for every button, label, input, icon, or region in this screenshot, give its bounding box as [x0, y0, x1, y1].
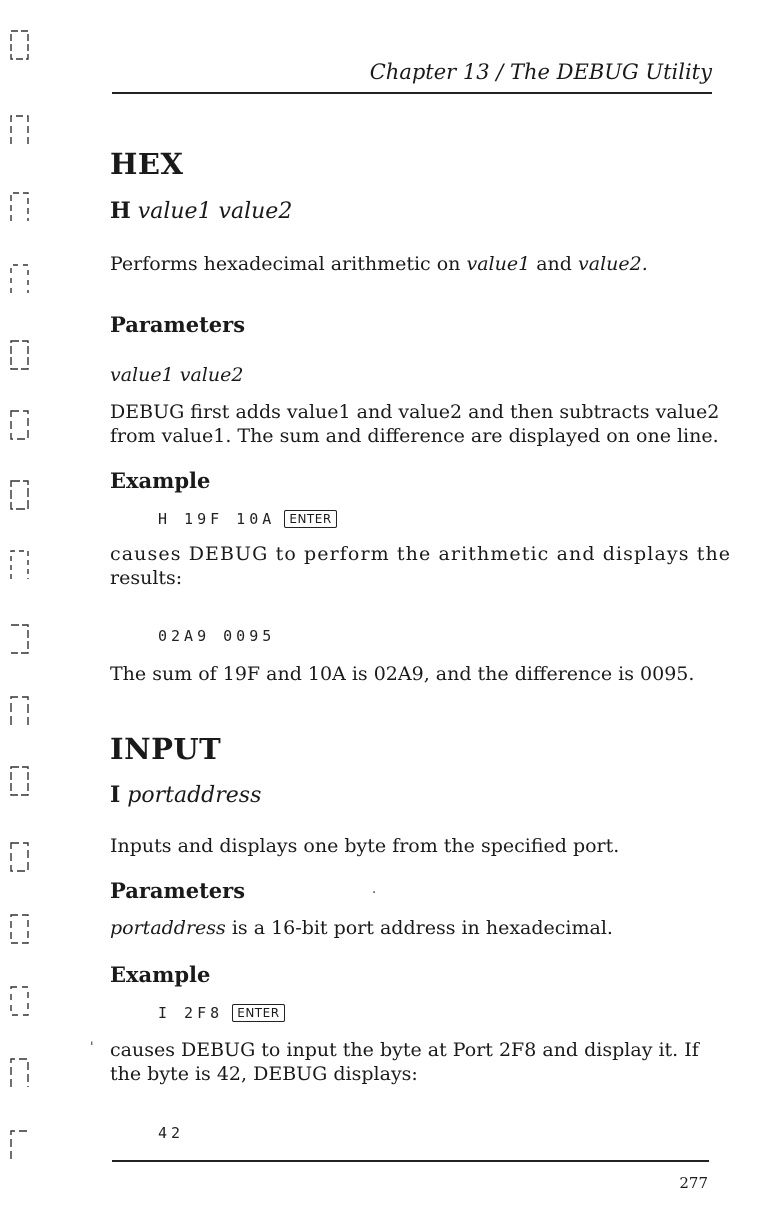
stray-mark: . [372, 882, 377, 897]
binder-hole-icon [8, 912, 36, 946]
input-heading: INPUT [110, 732, 222, 766]
binder-hole-icon [8, 984, 36, 1018]
input-description: Inputs and displays one byte from the specified port. [110, 835, 620, 857]
input-parameters-heading: Parameters [110, 878, 246, 903]
input-syntax-command: I [110, 782, 121, 808]
hex-description-arg2: value2. [578, 253, 648, 275]
hex-description-and: and [536, 253, 572, 275]
input-param-line [110, 916, 613, 941]
binder-hole-icon [8, 408, 36, 442]
hex-parameters-heading: Parameters [110, 312, 246, 337]
hex-description-arg1: value1 [466, 253, 531, 275]
hex-param-desc-line1: DEBUG first adds value1 and value2 and then subtracts value2 [110, 401, 720, 423]
binder-hole-icon [8, 190, 36, 224]
binder-hole-icon [8, 338, 36, 372]
hex-description [110, 252, 648, 277]
input-example-heading: Example [110, 962, 211, 987]
binder-hole-icon [8, 113, 36, 147]
input-example-command: I 2F8 [158, 1004, 224, 1022]
input-syntax-args: portaddress [127, 783, 262, 808]
binder-hole-icon [8, 28, 36, 62]
page-number: 277 [679, 1174, 708, 1192]
hex-param-desc-line2: from value1. The sum and difference are displayed on one line. [110, 425, 719, 447]
binder-hole-icon [8, 764, 36, 798]
hex-summary: The sum of 19F and 10A is 02A9, and the difference is 0095. [110, 663, 695, 685]
binder-hole-icon [8, 1128, 36, 1162]
enter-key-icon: ENTER [232, 1004, 284, 1022]
binder-hole-icon [8, 478, 36, 512]
running-header [112, 58, 712, 94]
hex-output: 02A9 0095 [158, 627, 276, 645]
binder-hole-icon [8, 262, 36, 296]
binder-hole-icon [8, 840, 36, 874]
enter-key-icon: ENTER [284, 510, 336, 528]
input-syntax [110, 782, 261, 808]
hex-description-prefix: Performs hexadecimal arithmetic on [110, 253, 461, 275]
binder-hole-icon [8, 1056, 36, 1090]
binder-hole-icon [8, 622, 36, 656]
input-example-result-line1: causes DEBUG to input the byte at Port 2F8 and display it. If [110, 1039, 699, 1061]
binder-holes [8, 0, 42, 1217]
input-example-command-line [158, 1003, 285, 1022]
hex-syntax-command: H [110, 198, 131, 224]
stray-mark: ' [90, 1040, 94, 1055]
hex-heading: HEX [110, 147, 184, 181]
hex-syntax-args: value1 value2 [137, 199, 293, 224]
input-example-result-line2: the byte is 42, DEBUG displays: [110, 1063, 418, 1085]
binder-hole-icon [8, 694, 36, 728]
chapter-title: Chapter 13 / The DEBUG Utility [369, 60, 712, 84]
hex-example-result-line2: results: [110, 567, 183, 589]
hex-example-command-line [158, 509, 337, 528]
hex-example-heading: Example [110, 468, 211, 493]
hex-syntax [110, 198, 292, 224]
input-param-name: portaddress [110, 917, 226, 939]
binder-hole-icon [8, 548, 36, 582]
input-output: 42 [158, 1124, 185, 1142]
hex-example-result-line1: causes DEBUG to perform the arithmetic and displays the [110, 543, 732, 565]
hex-param-names: value1 value2 [110, 364, 244, 386]
footer-rule [112, 1160, 709, 1162]
hex-example-command: H 19F 10A [158, 510, 276, 528]
input-param-desc: is a 16-bit port address in hexadecimal. [231, 917, 613, 939]
